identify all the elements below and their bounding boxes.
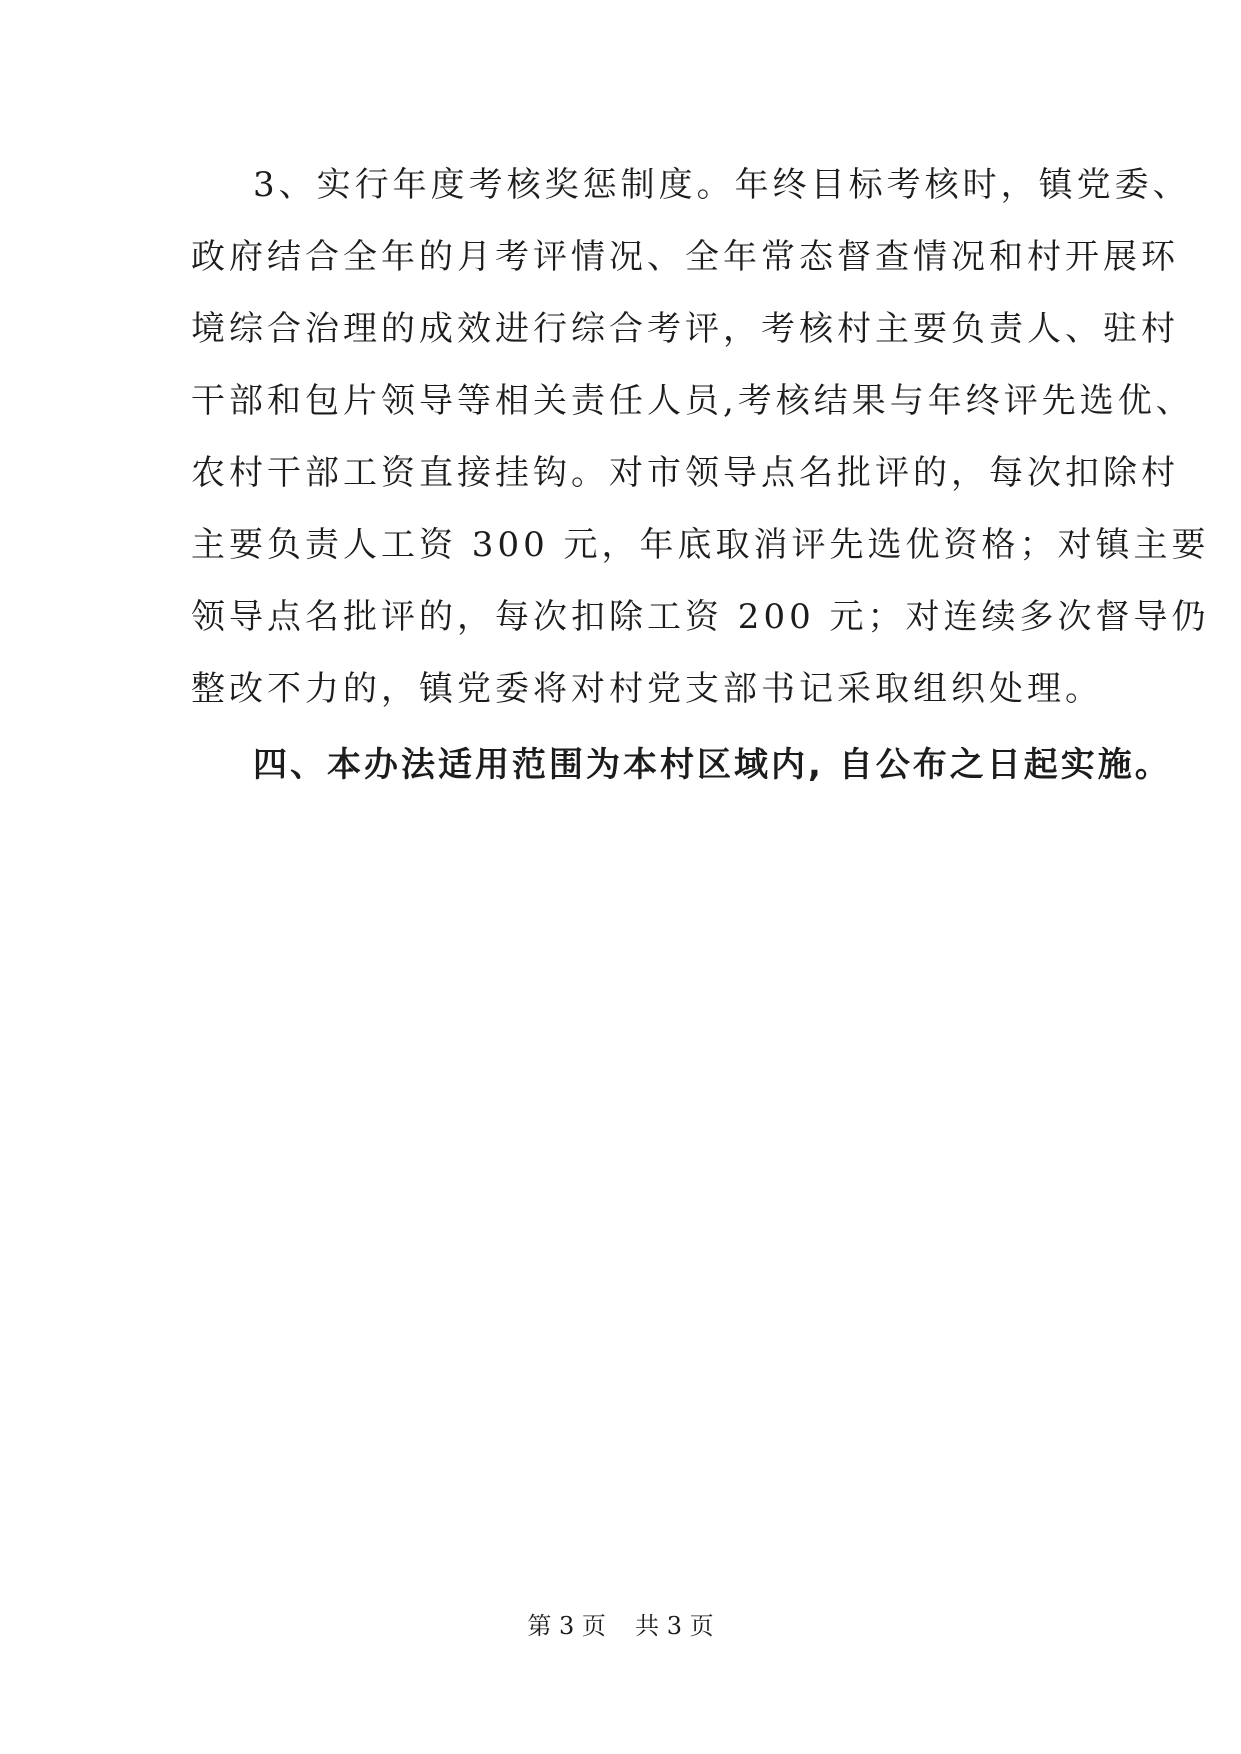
paragraph-3-line-6: 主要负责人工资 300 元，年底取消评先选优资格；对镇主要 — [191, 525, 1210, 565]
paragraph-3-line-5: 农村干部工资直接挂钩。对市领导点名批评的，每次扣除村 — [191, 453, 1179, 493]
paragraph-3-line-8: 整改不力的，镇党委将对村党支部书记采取组织处理。 — [191, 669, 1103, 709]
page-footer — [0, 1606, 1241, 1641]
document-body — [191, 160, 1210, 812]
paragraph-3-line-4: 干部和包片领导等相关责任人员,考核结果与年终评先选优、 — [191, 381, 1194, 421]
paragraph-3-line-2: 政府结合全年的月考评情况、全年常态督查情况和村开展环 — [191, 237, 1179, 277]
page-number-label: 第 3 页 — [527, 1612, 606, 1640]
paragraph-3-line-7: 领导点名批评的，每次扣除工资 200 元；对连续多次督导仍 — [191, 597, 1210, 637]
section-4-heading: 四、本办法适用范围为本村区域内, 自公布之日起实施。 — [253, 745, 1172, 785]
paragraph-3-line-1: 3、实行年度考核奖惩制度。年终目标考核时，镇党委、 — [253, 165, 1191, 205]
paragraph-3-line-3: 境综合治理的成效进行综合考评，考核村主要负责人、驻村 — [191, 309, 1179, 349]
page-total-label: 共 3 页 — [635, 1612, 714, 1640]
